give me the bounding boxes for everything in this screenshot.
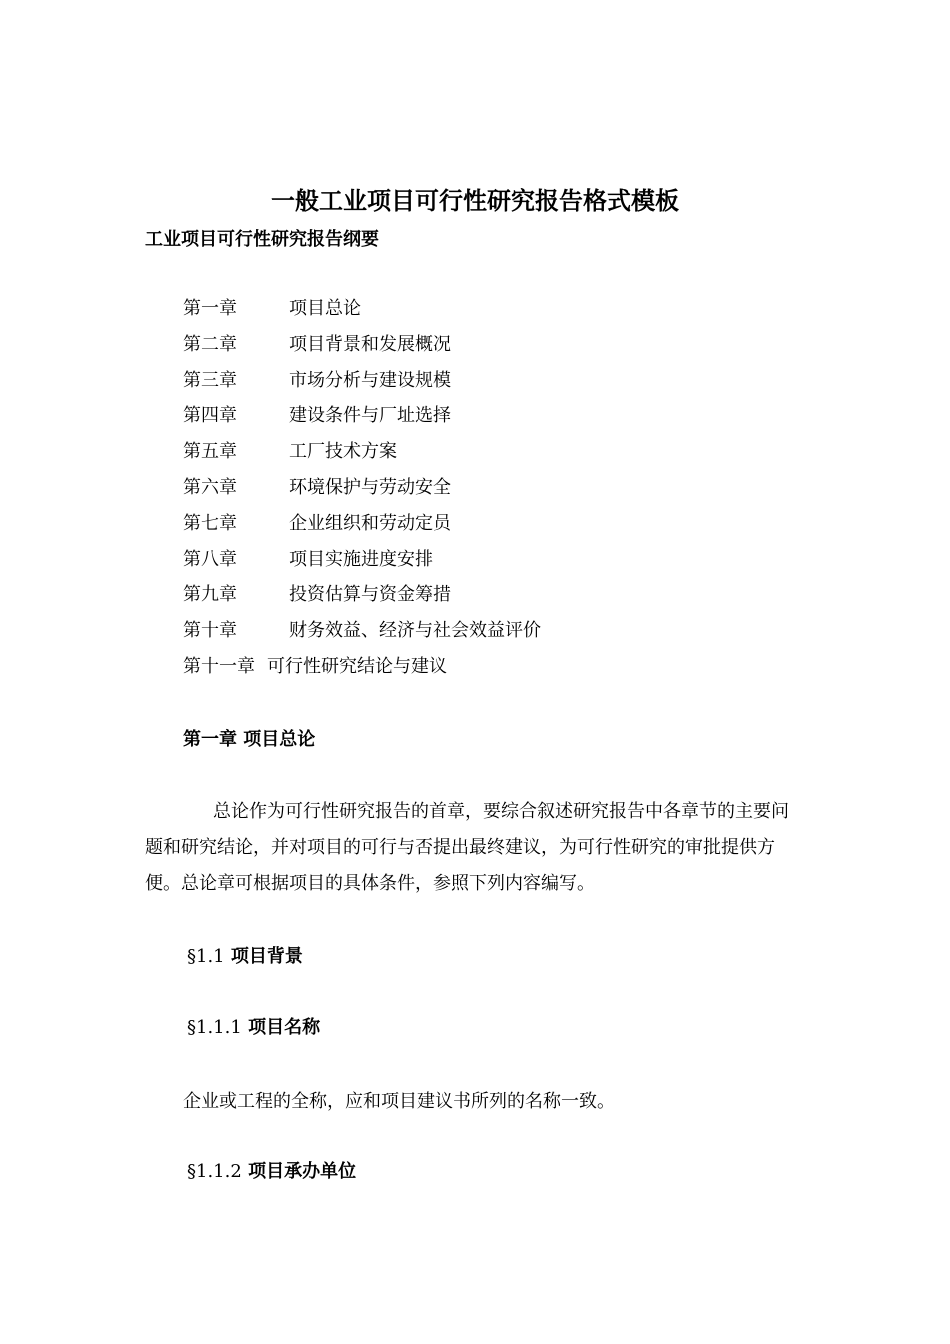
subsection-heading	[187, 1015, 320, 1041]
chapter-heading: 第一章 项目总论	[183, 729, 316, 750]
toc-item-number: 第五章	[183, 441, 237, 463]
toc-item	[183, 509, 783, 545]
section-heading	[187, 944, 303, 970]
toc-item-number: 第九章	[183, 584, 237, 606]
section-mark: §1.1	[187, 946, 225, 967]
document-subtitle: 工业项目可行性研究报告纲要	[145, 229, 379, 250]
toc-item-number: 第七章	[183, 512, 237, 534]
toc-item-title: 项目总论	[289, 298, 361, 319]
toc-item-number: 第一章	[183, 298, 237, 319]
toc-item-number: 第六章	[183, 476, 237, 498]
toc-item	[183, 294, 783, 330]
toc-item	[183, 366, 783, 402]
body-text: 企业或工程的全称，应和项目建议书所列的名称一致。	[183, 1091, 615, 1112]
toc-item	[183, 473, 783, 509]
toc-item-number: 第十章	[183, 620, 237, 642]
toc-item-title: 项目实施进度安排	[289, 548, 433, 570]
toc-item-number: 第四章	[183, 405, 237, 427]
toc-item-title: 企业组织和劳动定员	[289, 512, 451, 534]
table-of-contents	[183, 294, 783, 688]
toc-item	[183, 330, 783, 366]
toc-item-title: 可行性研究结论与建议	[267, 655, 447, 677]
document-title: 一般工业项目可行性研究报告格式模板	[271, 187, 679, 215]
toc-item-title: 投资估算与资金筹措	[289, 584, 451, 606]
toc-item	[183, 545, 783, 581]
toc-item-title: 财务效益、经济与社会效益评价	[289, 620, 541, 642]
toc-item-number: 第八章	[183, 548, 237, 570]
toc-item	[183, 580, 783, 616]
toc-item-title: 市场分析与建设规模	[289, 369, 451, 391]
section-title: 项目名称	[248, 1017, 321, 1038]
toc-item-title: 工厂技术方案	[289, 441, 397, 463]
toc-item	[183, 652, 783, 688]
section-mark: §1.1.1	[187, 1017, 242, 1038]
toc-item-number: 第三章	[183, 369, 237, 391]
toc-item-title: 项目背景和发展概况	[289, 333, 451, 355]
toc-item	[183, 616, 783, 652]
chapter-intro-paragraph: 总论作为可行性研究报告的首章，要综合叙述研究报告中各章节的主要问题和研究结论，并对项目的可行与否提出最终建议，为可行性研究的审批提供方便。总论章可根据项目的具体条件，参照下列内容编写。	[145, 801, 789, 894]
toc-item-number: 第十一章	[183, 655, 255, 677]
section-title: 项目背景	[230, 946, 303, 967]
toc-item	[183, 437, 783, 473]
section-title: 项目承办单位	[248, 1161, 357, 1182]
toc-item-number: 第二章	[183, 333, 237, 355]
subsection-heading	[187, 1159, 356, 1185]
section-mark: §1.1.2	[187, 1161, 242, 1182]
toc-item-title: 环境保护与劳动安全	[289, 476, 451, 498]
toc-item	[183, 401, 783, 437]
toc-item-title: 建设条件与厂址选择	[289, 405, 451, 427]
